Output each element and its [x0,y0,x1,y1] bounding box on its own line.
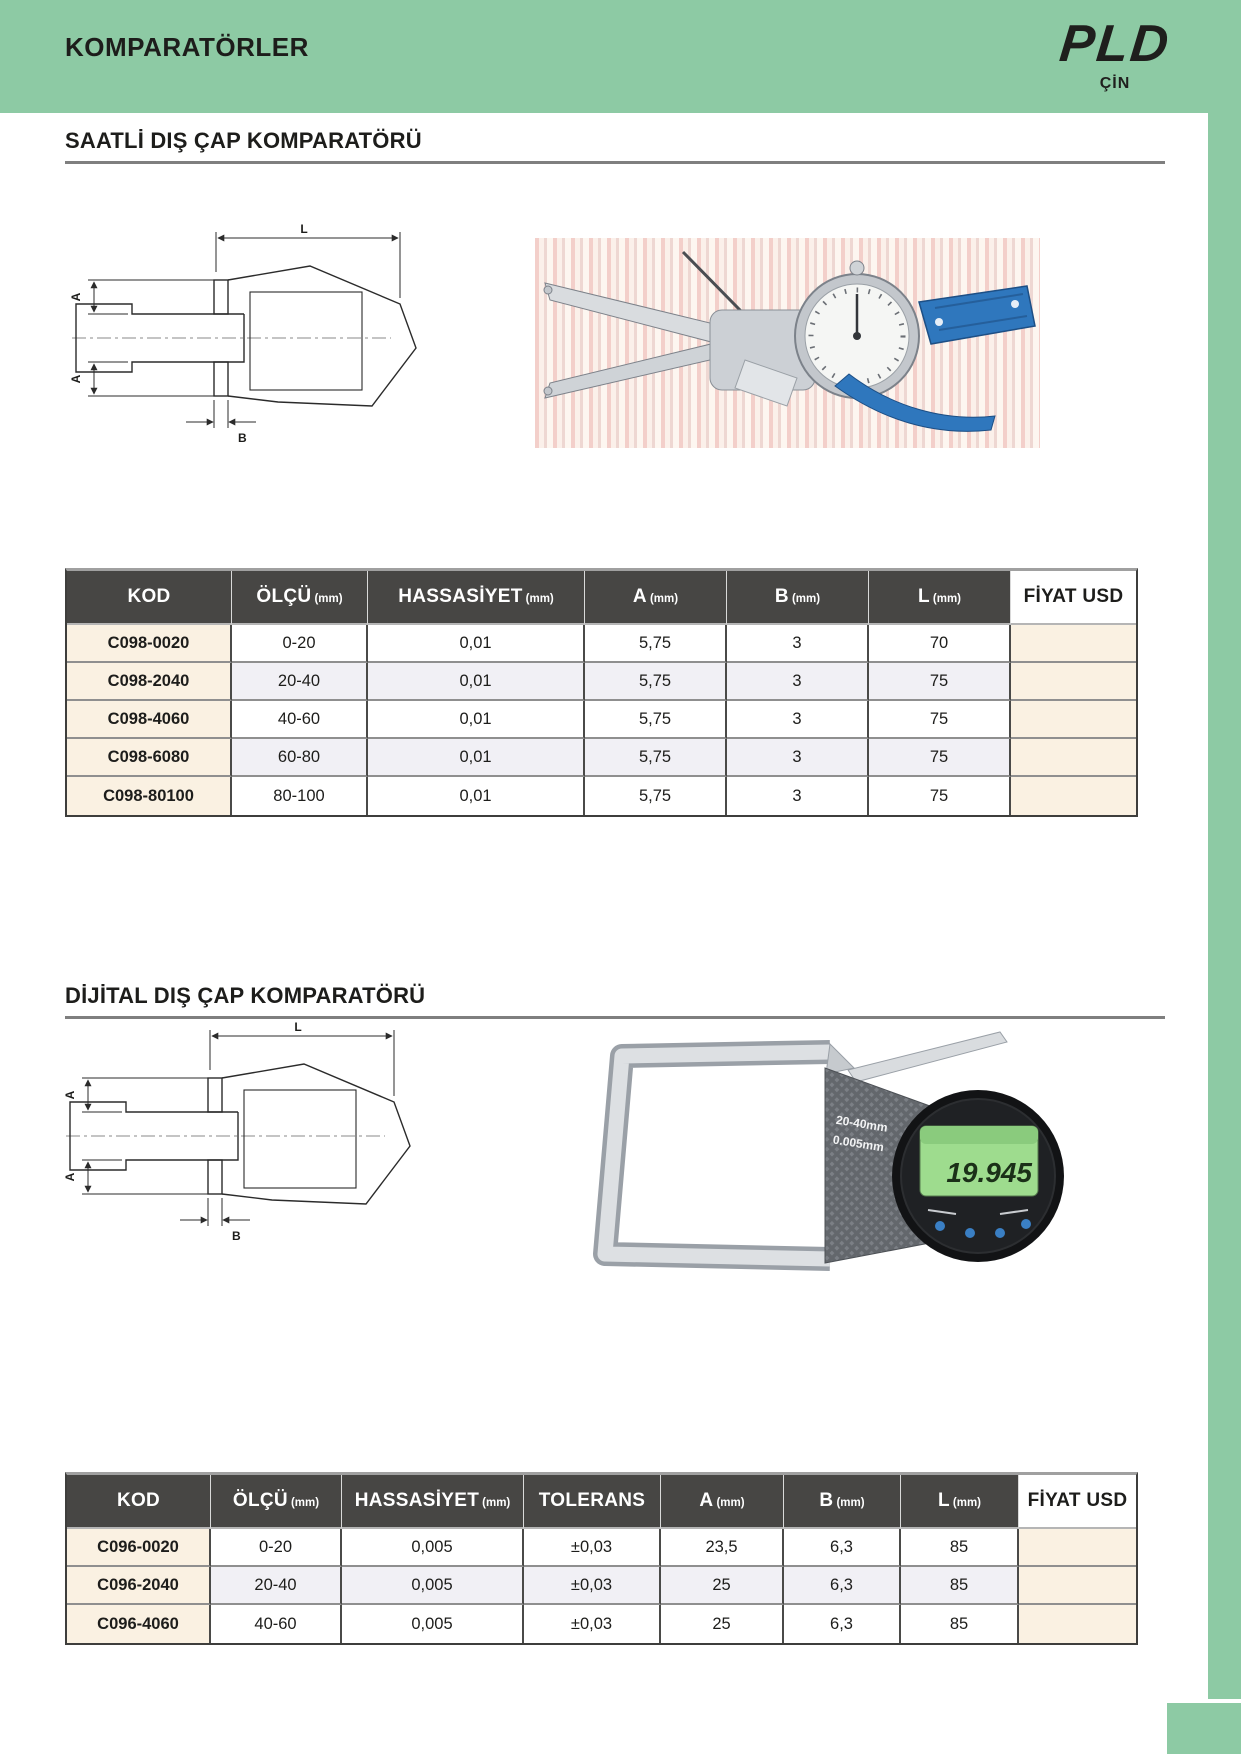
section-dial-rule [65,161,1165,164]
cell-b: 6,3 [784,1567,901,1605]
header-kod: KOD [67,571,232,625]
header-l: L (mm) [869,571,1011,625]
header-a: A (mm) [661,1475,784,1529]
cell-l: 75 [869,701,1011,739]
page-title: KOMPARATÖRLER [65,32,309,62]
cell-a: 5,75 [585,625,727,663]
dim-label-a-top: A [63,1090,77,1100]
cell-hassasiyet: 0,01 [368,739,585,777]
cell-tolerans: ±0,03 [524,1605,661,1643]
header-b: B (mm) [727,571,869,625]
cell-olcu: 40-60 [232,701,368,739]
cell-olcu: 0-20 [232,625,368,663]
cell-b: 3 [727,625,869,663]
cell-kod: C096-2040 [67,1567,211,1605]
header-kod: KOD [67,1475,211,1529]
dim-label-a-top: A [69,292,83,302]
cell-hassasiyet: 0,005 [342,1567,524,1605]
dial-table [65,568,1138,817]
cell-kod: C098-4060 [67,701,232,739]
cell-a: 5,75 [585,777,727,815]
digital-technical-drawing [60,1018,430,1253]
header-fiyat: FİYAT USD [1011,571,1136,625]
cell-fiyat [1019,1529,1136,1567]
cell-olcu: 20-40 [232,663,368,701]
dial-comparator-illustration [535,238,1040,448]
cell-fiyat [1019,1605,1136,1643]
cell-tolerans: ±0,03 [524,1567,661,1605]
cell-kod: C098-6080 [67,739,232,777]
cell-fiyat [1011,739,1136,777]
cell-olcu: 80-100 [232,777,368,815]
brand-logo [1040,16,1190,93]
dim-label-l: L [294,1020,302,1034]
cell-hassasiyet: 0,01 [368,625,585,663]
right-margin-strip [1208,0,1241,1699]
brand-name: PLD [1057,15,1174,73]
cell-fiyat [1011,663,1136,701]
cell-kod: C098-0020 [67,625,232,663]
cell-b: 3 [727,701,869,739]
header-olcu: ÖLÇÜ (mm) [211,1475,342,1529]
header-hassasiyet: HASSASİYET (mm) [368,571,585,625]
dim-label-a-bottom: A [63,1172,77,1182]
cell-tolerans: ±0,03 [524,1529,661,1567]
cell-a: 5,75 [585,663,727,701]
cell-a: 5,75 [585,739,727,777]
cell-fiyat [1011,777,1136,815]
cell-kod: C098-80100 [67,777,232,815]
lcd-reading: 19.945 [946,1157,1032,1188]
cell-fiyat [1011,625,1136,663]
cell-hassasiyet: 0,01 [368,663,585,701]
section-digital-title: DİJİTAL DIŞ ÇAP KOMPARATÖRÜ [65,983,426,1008]
cell-b: 3 [727,777,869,815]
cell-olcu: 40-60 [211,1605,342,1643]
digital-comparator-photo [530,1018,1070,1288]
section-dial-title: SAATLİ DIŞ ÇAP KOMPARATÖRÜ [65,128,422,153]
cell-a: 5,75 [585,701,727,739]
cell-fiyat [1011,701,1136,739]
header-b: B (mm) [784,1475,901,1529]
cell-hassasiyet: 0,005 [342,1529,524,1567]
cell-a: 25 [661,1605,784,1643]
header-hassasiyet: HASSASİYET (mm) [342,1475,524,1529]
cell-a: 25 [661,1567,784,1605]
cell-olcu: 0-20 [211,1529,342,1567]
cell-l: 75 [869,739,1011,777]
cell-olcu: 20-40 [211,1567,342,1605]
cell-hassasiyet: 0,01 [368,701,585,739]
cell-b: 3 [727,739,869,777]
cell-l: 85 [901,1567,1019,1605]
cell-l: 85 [901,1605,1019,1643]
cell-l: 85 [901,1529,1019,1567]
cell-l: 75 [869,777,1011,815]
header-tolerans: TOLERANS [524,1475,661,1529]
header-fiyat: FİYAT USD [1019,1475,1136,1529]
dim-label-a-bottom: A [69,374,83,384]
cell-b: 3 [727,663,869,701]
cell-kod: C096-4060 [67,1605,211,1643]
header-a: A (mm) [585,571,727,625]
gauge-range-label: 20-40mm [835,1112,889,1135]
dim-label-b: B [232,1229,241,1243]
digital-table [65,1472,1138,1645]
cell-hassasiyet: 0,005 [342,1605,524,1643]
dim-label-l: L [300,222,308,236]
cell-hassasiyet: 0,01 [368,777,585,815]
cell-kod: C096-0020 [67,1529,211,1567]
cell-l: 75 [869,663,1011,701]
cell-fiyat [1019,1567,1136,1605]
cell-b: 6,3 [784,1605,901,1643]
bottom-corner-block [1167,1703,1241,1754]
header-l: L (mm) [901,1475,1019,1529]
dial-comparator-photo [535,238,1040,448]
cell-olcu: 60-80 [232,739,368,777]
cell-l: 70 [869,625,1011,663]
dial-technical-drawing [66,220,436,455]
dim-label-b: B [238,431,247,445]
header-olcu: ÖLÇÜ (mm) [232,571,368,625]
cell-a: 23,5 [661,1529,784,1567]
digital-comparator-illustration [530,1018,1070,1288]
cell-kod: C098-2040 [67,663,232,701]
cell-b: 6,3 [784,1529,901,1567]
gauge-resolution-label: 0.005mm [831,1132,885,1155]
brand-country: ÇİN [1099,75,1131,93]
